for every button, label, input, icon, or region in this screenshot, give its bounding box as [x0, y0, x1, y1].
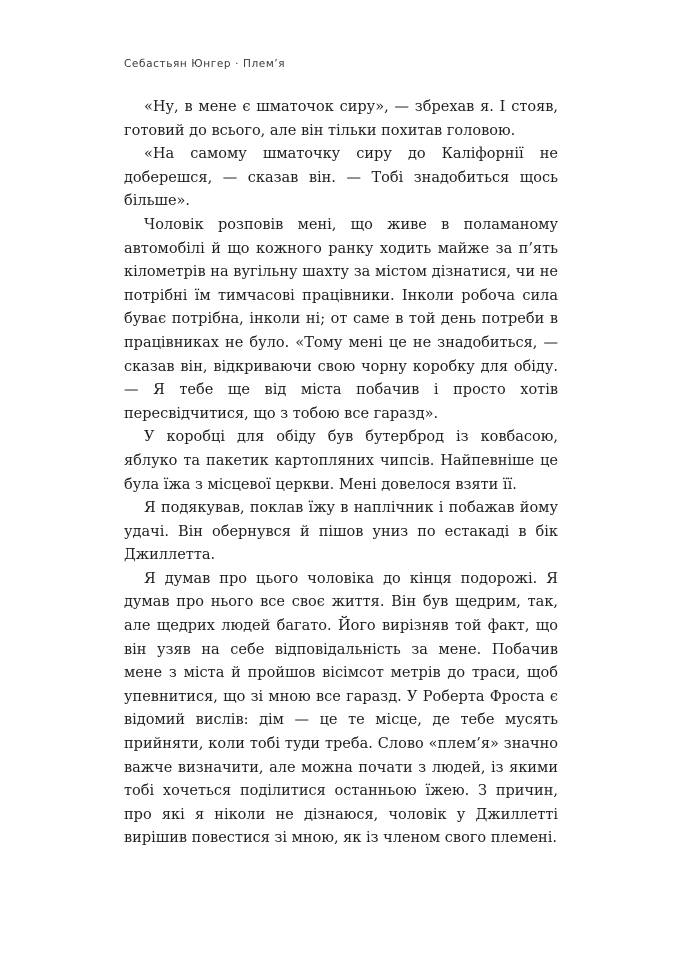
body-text — [124, 96, 558, 851]
running-header: Себастьян Юнгер · Плем’я — [124, 58, 286, 70]
paragraph: Чоловік розповів мені, що живе в поламаному автомобілі й що кожного ранку ходить майже за п’ять кілометрів на вугільну шахту за містом дізнатися, чи не потрібні їм тимчасові працівники. Інколи робоча сила буває потрібна, інколи ні; от саме в той день потреби в працівниках не було. «Тому мені це не знадобиться, — сказав він, відкриваючи свою чорну коробку для обіду. — Я тебе ще від міста побачив і просто хотів пересвідчитися, що з тобою все гаразд». — [124, 216, 558, 422]
paragraph: «На самому шматочку сиру до Каліфорнії не доберешся, — сказав він. — Тобі знадобиться щось більше». — [124, 146, 558, 210]
paragraph: Я подякував, поклав їжу в наплічник і побажав йому удачі. Він обернувся й пішов униз по естакаді в бік Джиллетта. — [124, 500, 558, 564]
paragraph: «Ну, в мене є шматочок сиру», — збрехав я. І стояв, готовий до всього, але він тільки похитав головою. — [124, 99, 558, 139]
paragraph: Я думав про цього чоловіка до кінця подорожі. Я думав про нього все своє життя. Він був щедрим, так, але щедрих людей багато. Його вирізняв той факт, що він узяв на себе відповідальність за мене. Побачив мене з міста й пройшов вісімсот метрів до траси, щоб упевнитися, що зі мною все гаразд. У Роберта Фроста є відомий вислів: дім — це те місце, де тебе мусять прийняти, коли тобі туди треба. Слово «плем’я» значно важче визначити, але можна почати з людей, із якими тобі хочеться поділитися останньою їжею. З причин, про які я ніколи не дізнаюся, чоловік у Джиллетті вирішив повестися зі мною, як із членом свого племені. — [124, 570, 558, 847]
paragraph: У коробці для обіду був бутерброд із ковбасою, яблуко та пакетик картопляних чипсів. Найпевніше це була їжа з місцевої церкви. Мені довелося взяти її. — [124, 429, 558, 493]
